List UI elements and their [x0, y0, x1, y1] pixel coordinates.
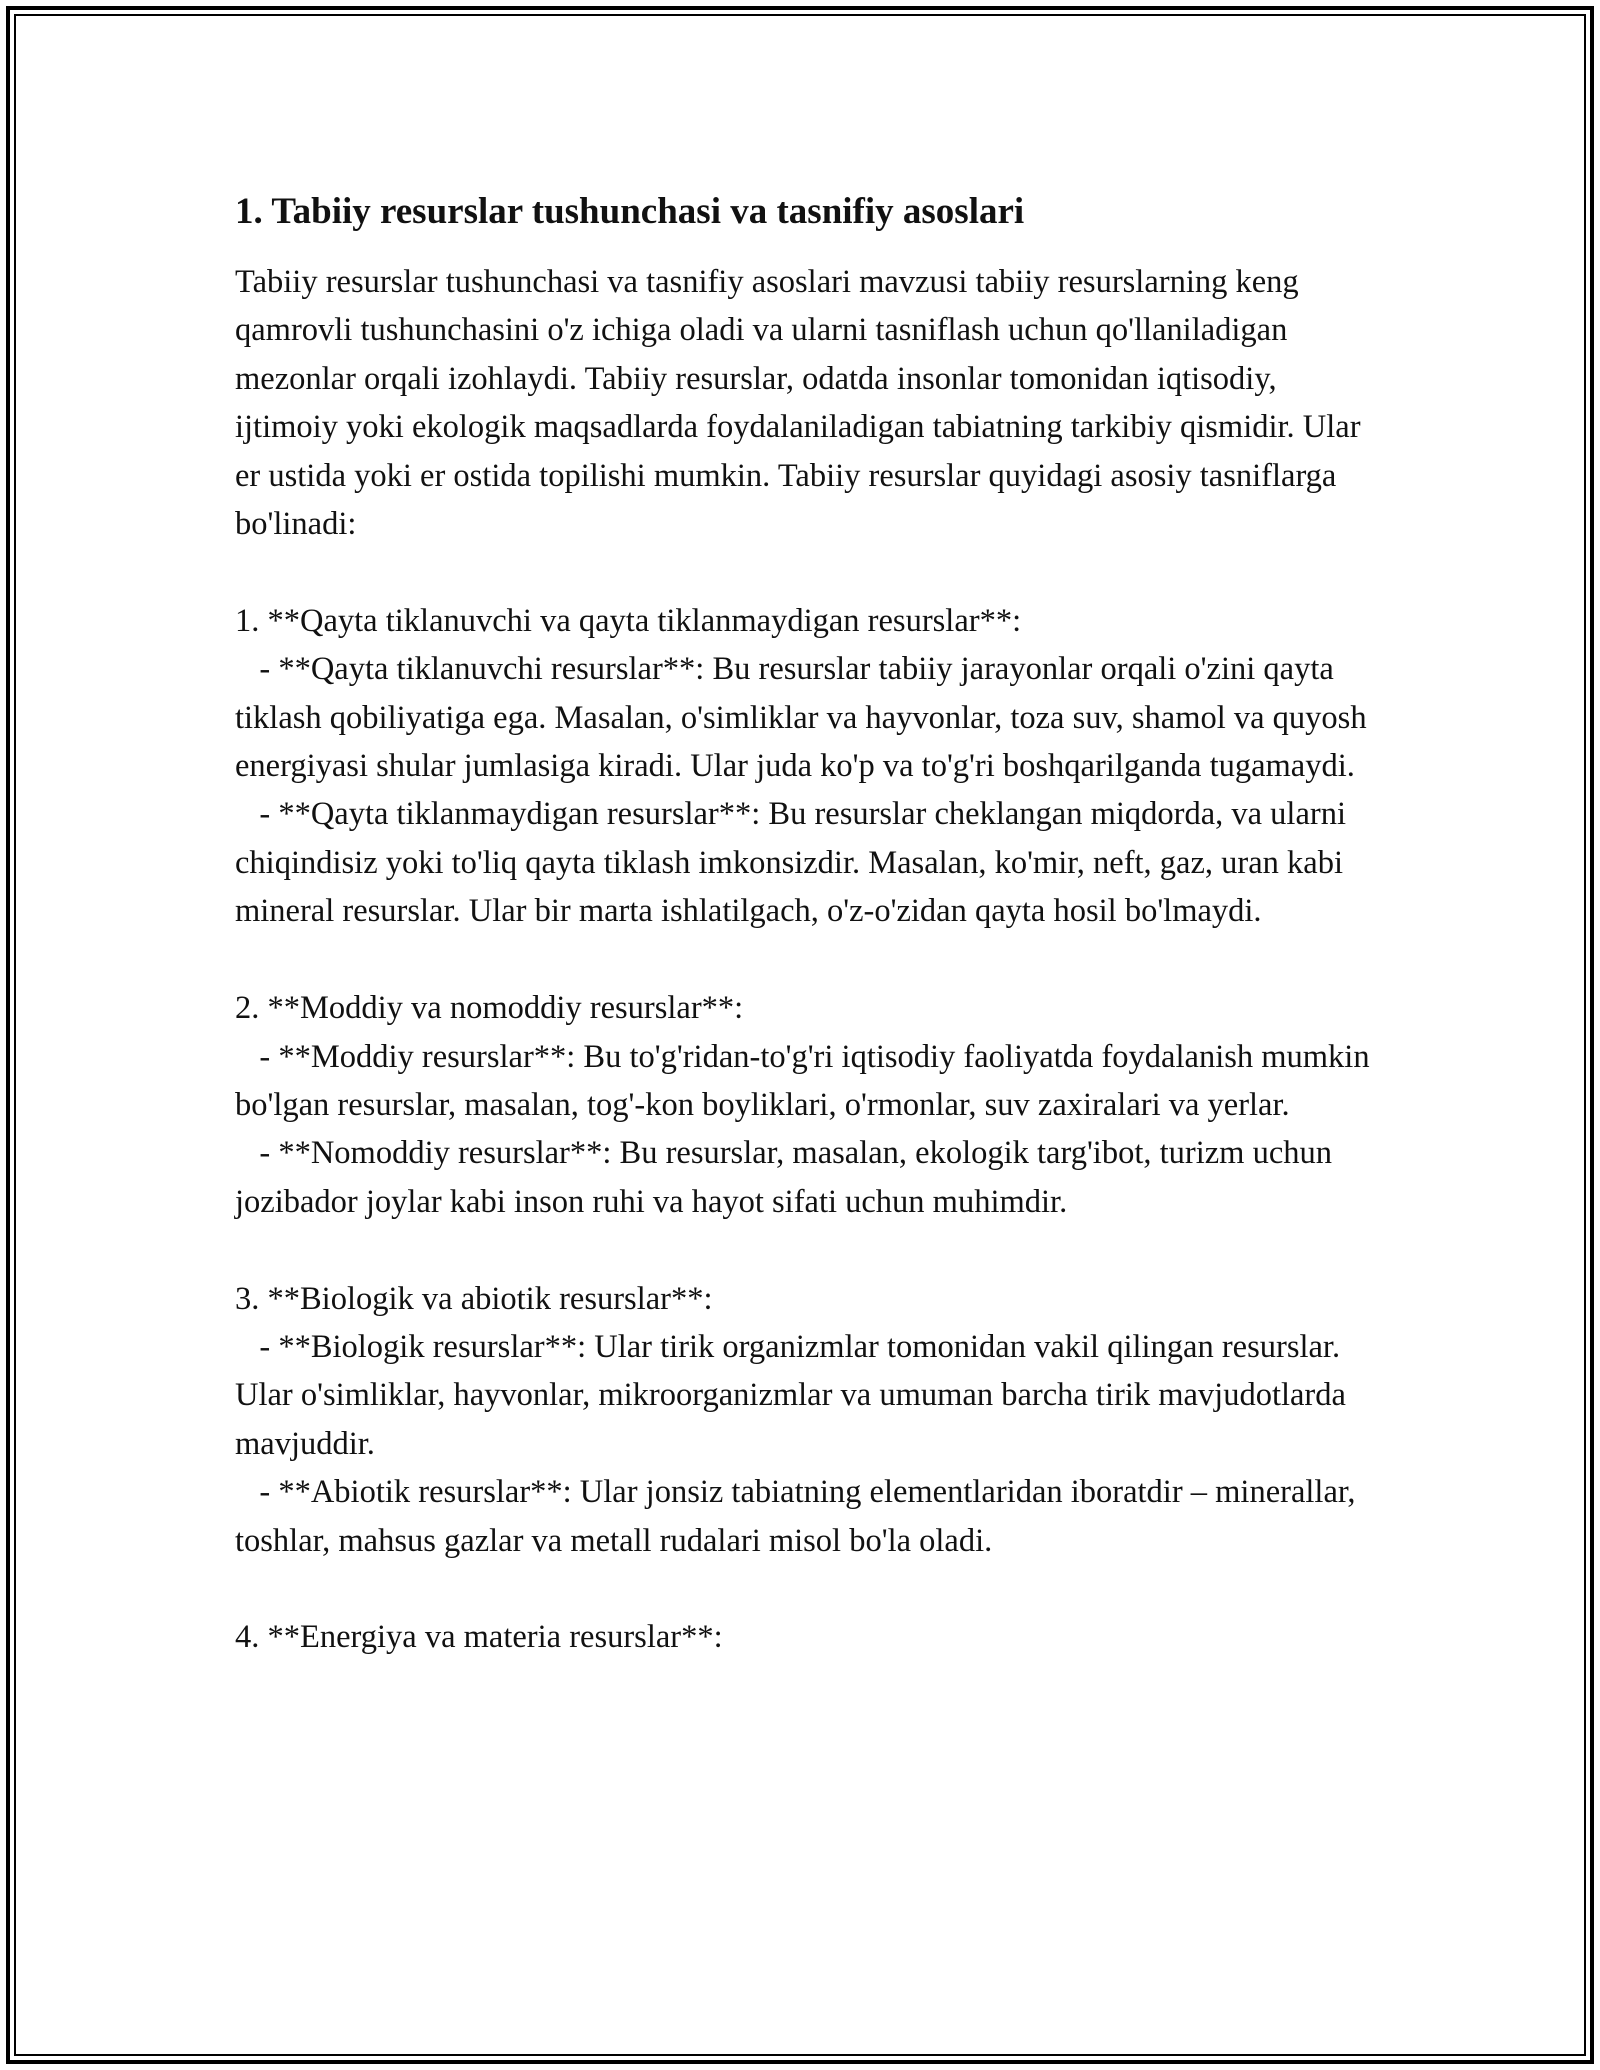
list-subitem: - **Nomoddiy resurslar**: Bu resurslar, masalan, ekologik targ'ibot, turizm uchun jozibador joylar kabi inson ruhi va hayot sifati uchun muhimdir. — [235, 1135, 1341, 1220]
list-item-title: 1. **Qayta tiklanuvchi va qayta tiklanmaydigan resurslar**: — [235, 602, 1022, 639]
blank-line — [235, 1226, 1375, 1274]
list-item-title: 4. **Energiya va materia resurslar**: — [235, 1619, 723, 1656]
list-subitem: - **Moddiy resurslar**: Bu to'g'ridan-to'g'ri iqtisodiy faoliyatda foydalanish mumkin bo'lgan resurslar, masalan, tog'-kon boyliklari, o'rmonlar, suv zaxiralari va yerlar. — [235, 1038, 1378, 1123]
blank-line — [235, 936, 1375, 984]
list-item-title: 3. **Biologik va abiotik resurslar**: — [235, 1280, 713, 1317]
list-subitem: - **Abiotik resurslar**: Ular jonsiz tabiatning elementlaridan iboratdir – minerallar, toshlar, mahsus gazlar va metall rudalari misol bo'la oladi. — [235, 1474, 1364, 1559]
list-subitem: - **Qayta tiklanmaydigan resurslar**: Bu resurslar cheklangan miqdorda, va ularni chiqindisiz yoki to'liq qayta tiklash imkonsizdir. Masalan, ko'mir, neft, gaz, uran kabi mineral resurslar. Ular bir marta ishlatilgach, o'z-o'zidan qayta hosil bo'lmaydi. — [235, 796, 1355, 930]
section-heading: 1. Tabiiy resurslar tushunchasi va tasnifiy asoslari — [235, 191, 1025, 232]
list-subitem: - **Biologik resurslar**: Ular tirik organizmlar tomonidan vakil qilingan resurslar. Ular o'simliklar, hayvonlar, mikroorganizmlar va umuman barcha tirik mavjudotlarda mavjuddir. — [235, 1328, 1355, 1462]
intro-paragraph: Tabiiy resurslar tushunchasi va tasnifiy asoslari mavzusi tabiiy resurslarning keng qamrovli tushunchasini o'z ichiga oladi va ularni tasniflash uchun qo'llaniladigan mezonlar orqali izohlaydi. Tabiiy resurslar, odatda insonlar tomonidan iqtisodiy, ijtimoiy yoki ekologik maqsadlarda foydalaniladigan tabiatning tarkibiy qismidir. Ular er ustida yoki er ostida topilishi mumkin. Tabiiy resurslar quyidagi asosiy tasniflarga bo'linadi: — [235, 264, 1369, 543]
blank-line — [235, 1565, 1375, 1613]
blank-line — [235, 548, 1375, 596]
list-item-title: 2. **Moddiy va nomoddiy resurslar**: — [235, 990, 744, 1027]
document-body — [235, 188, 1378, 1662]
list-subitem: - **Qayta tiklanuvchi resurslar**: Bu resurslar tabiiy jarayonlar orqali o'zini qayta tiklash qobiliyatiga ega. Masalan, o'simliklar va hayvonlar, toza suv, shamol va quyosh energiyasi shular jumlasiga kiradi. Ular juda ko'p va to'g'ri boshqarilganda tugamaydi. — [235, 651, 1375, 785]
